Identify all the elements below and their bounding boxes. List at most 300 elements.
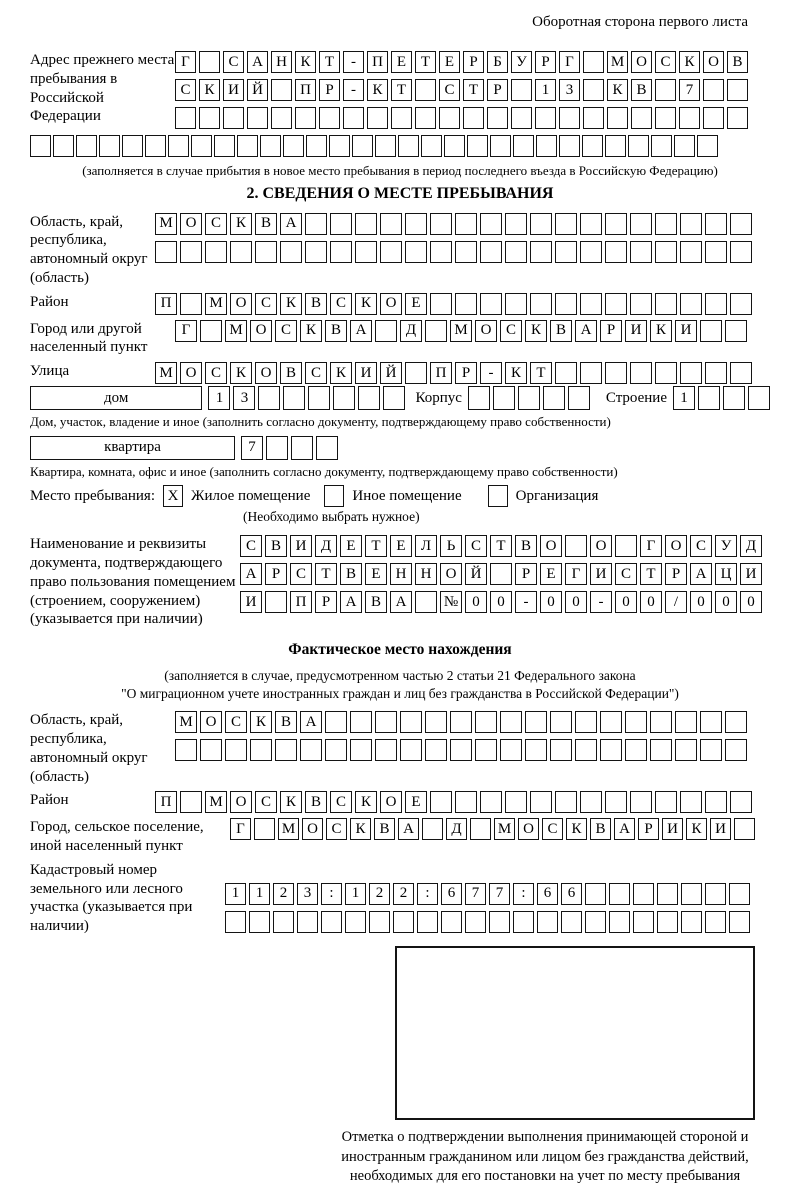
char-box[interactable] (480, 791, 502, 813)
char-box[interactable] (266, 436, 288, 460)
char-box[interactable] (655, 293, 677, 315)
char-box[interactable]: 0 (615, 591, 637, 613)
char-box[interactable] (705, 883, 726, 905)
char-box[interactable] (580, 293, 602, 315)
char-box[interactable] (605, 213, 627, 235)
char-box[interactable] (425, 320, 447, 342)
char-box[interactable]: О (631, 51, 652, 73)
char-box[interactable] (450, 711, 472, 733)
char-box[interactable] (405, 362, 427, 384)
char-box[interactable] (559, 107, 580, 129)
char-box[interactable]: Й (380, 362, 402, 384)
char-box[interactable]: О (665, 535, 687, 557)
char-box[interactable] (455, 241, 477, 263)
char-box[interactable]: В (374, 818, 395, 840)
char-box[interactable]: П (430, 362, 452, 384)
char-box[interactable]: В (305, 293, 327, 315)
char-box[interactable] (283, 386, 305, 410)
char-box[interactable]: О (475, 320, 497, 342)
char-box[interactable]: 0 (690, 591, 712, 613)
char-box[interactable]: Т (640, 563, 662, 585)
char-box[interactable] (355, 213, 377, 235)
char-box[interactable]: 0 (640, 591, 662, 613)
char-box[interactable] (555, 791, 577, 813)
char-box[interactable]: А (398, 818, 419, 840)
char-box[interactable] (275, 739, 297, 761)
char-box[interactable] (375, 320, 397, 342)
char-box[interactable] (30, 135, 51, 157)
char-box[interactable] (444, 135, 465, 157)
char-box[interactable]: А (300, 711, 322, 733)
char-box[interactable] (383, 386, 405, 410)
char-box[interactable]: Й (247, 79, 268, 101)
char-box[interactable]: 2 (273, 883, 294, 905)
char-box[interactable]: Р (315, 591, 337, 613)
char-box[interactable] (467, 135, 488, 157)
char-box[interactable] (305, 213, 327, 235)
char-box[interactable] (470, 818, 491, 840)
char-box[interactable] (199, 51, 220, 73)
char-box[interactable]: М (205, 791, 227, 813)
char-box[interactable]: Й (465, 563, 487, 585)
char-box[interactable]: И (662, 818, 683, 840)
char-box[interactable] (343, 107, 364, 129)
char-box[interactable] (441, 911, 462, 933)
char-box[interactable] (358, 386, 380, 410)
char-box[interactable]: М (155, 362, 177, 384)
char-box[interactable] (580, 213, 602, 235)
char-box[interactable]: В (280, 362, 302, 384)
char-box[interactable] (605, 362, 627, 384)
char-box[interactable]: Б (487, 51, 508, 73)
char-box[interactable] (425, 711, 447, 733)
char-box[interactable] (681, 911, 702, 933)
char-box[interactable] (405, 213, 427, 235)
char-box[interactable] (319, 107, 340, 129)
char-box[interactable]: С (205, 213, 227, 235)
char-box[interactable] (675, 739, 697, 761)
char-box[interactable]: К (199, 79, 220, 101)
char-box[interactable] (258, 386, 280, 410)
char-box[interactable] (380, 241, 402, 263)
char-box[interactable]: У (715, 535, 737, 557)
char-box[interactable] (700, 320, 722, 342)
char-box[interactable] (730, 791, 752, 813)
char-box[interactable] (680, 241, 702, 263)
char-box[interactable]: В (305, 791, 327, 813)
char-box[interactable]: К (280, 293, 302, 315)
char-box[interactable] (725, 711, 747, 733)
char-box[interactable]: Р (665, 563, 687, 585)
char-box[interactable] (400, 711, 422, 733)
char-box[interactable]: Т (365, 535, 387, 557)
char-box[interactable]: К (230, 213, 252, 235)
char-box[interactable] (273, 911, 294, 933)
char-box[interactable] (375, 711, 397, 733)
char-box[interactable]: Р (515, 563, 537, 585)
char-box[interactable]: И (710, 818, 731, 840)
char-box[interactable] (415, 107, 436, 129)
char-box[interactable] (300, 739, 322, 761)
char-box[interactable]: Н (390, 563, 412, 585)
char-box[interactable] (505, 213, 527, 235)
char-box[interactable]: В (325, 320, 347, 342)
char-box[interactable]: 0 (740, 591, 762, 613)
char-box[interactable] (415, 79, 436, 101)
char-box[interactable] (655, 362, 677, 384)
char-box[interactable]: А (614, 818, 635, 840)
char-box[interactable]: С (255, 791, 277, 813)
char-box[interactable]: Г (640, 535, 662, 557)
char-box[interactable] (600, 711, 622, 733)
char-box[interactable] (705, 241, 727, 263)
char-box[interactable] (575, 711, 597, 733)
char-box[interactable] (398, 135, 419, 157)
char-box[interactable] (200, 320, 222, 342)
char-box[interactable]: А (390, 591, 412, 613)
char-box[interactable]: К (330, 362, 352, 384)
char-box[interactable] (369, 911, 390, 933)
char-box[interactable] (487, 107, 508, 129)
char-box[interactable]: 1 (345, 883, 366, 905)
char-box[interactable]: - (480, 362, 502, 384)
char-box[interactable]: Е (340, 535, 362, 557)
char-box[interactable]: Т (530, 362, 552, 384)
char-box[interactable]: 3 (233, 386, 255, 410)
char-box[interactable]: Е (439, 51, 460, 73)
char-box[interactable] (655, 79, 676, 101)
char-box[interactable] (543, 386, 565, 410)
char-box[interactable]: К (295, 51, 316, 73)
char-box[interactable] (680, 293, 702, 315)
char-box[interactable]: К (367, 79, 388, 101)
char-box[interactable] (415, 591, 437, 613)
char-box[interactable] (536, 135, 557, 157)
char-box[interactable]: Д (446, 818, 467, 840)
char-box[interactable] (330, 213, 352, 235)
char-box[interactable] (513, 135, 534, 157)
char-box[interactable] (727, 107, 748, 129)
char-box[interactable] (605, 293, 627, 315)
char-box[interactable] (680, 791, 702, 813)
char-box[interactable]: И (290, 535, 312, 557)
char-box[interactable] (725, 320, 747, 342)
char-box[interactable] (265, 591, 287, 613)
char-box[interactable]: 1 (225, 883, 246, 905)
char-box[interactable]: К (280, 791, 302, 813)
char-box[interactable] (225, 911, 246, 933)
char-box[interactable]: С (175, 79, 196, 101)
char-box[interactable] (748, 386, 770, 410)
char-box[interactable] (585, 883, 606, 905)
char-box[interactable] (518, 386, 540, 410)
char-box[interactable] (205, 241, 227, 263)
char-box[interactable] (325, 739, 347, 761)
char-box[interactable]: С (542, 818, 563, 840)
char-box[interactable] (321, 911, 342, 933)
char-box[interactable]: М (607, 51, 628, 73)
char-box[interactable]: О (230, 293, 252, 315)
char-box[interactable]: Т (463, 79, 484, 101)
char-box[interactable]: 6 (537, 883, 558, 905)
char-box[interactable]: Р (463, 51, 484, 73)
char-box[interactable] (400, 739, 422, 761)
char-box[interactable]: Е (391, 51, 412, 73)
char-box[interactable]: О (180, 362, 202, 384)
char-box[interactable] (191, 135, 212, 157)
char-box[interactable] (430, 293, 452, 315)
char-box[interactable] (655, 791, 677, 813)
char-box[interactable] (260, 135, 281, 157)
char-box[interactable]: И (240, 591, 262, 613)
char-box[interactable] (505, 791, 527, 813)
char-box[interactable] (490, 135, 511, 157)
char-box[interactable]: А (340, 591, 362, 613)
char-box[interactable] (511, 79, 532, 101)
char-box[interactable]: К (650, 320, 672, 342)
char-box[interactable]: И (355, 362, 377, 384)
char-box[interactable] (650, 739, 672, 761)
char-box[interactable] (230, 241, 252, 263)
char-box[interactable] (525, 711, 547, 733)
char-box[interactable] (583, 79, 604, 101)
char-box[interactable] (505, 241, 527, 263)
char-box[interactable] (175, 107, 196, 129)
char-box[interactable]: С (290, 563, 312, 585)
char-box[interactable] (99, 135, 120, 157)
char-box[interactable] (655, 107, 676, 129)
char-box[interactable] (550, 739, 572, 761)
char-box[interactable]: С (330, 293, 352, 315)
char-box[interactable] (439, 107, 460, 129)
char-box[interactable] (249, 911, 270, 933)
char-box[interactable]: 3 (297, 883, 318, 905)
char-box[interactable] (325, 711, 347, 733)
char-box[interactable] (391, 107, 412, 129)
char-box[interactable] (421, 135, 442, 157)
char-box[interactable]: С (326, 818, 347, 840)
char-box[interactable] (489, 911, 510, 933)
char-box[interactable] (705, 791, 727, 813)
char-box[interactable]: Е (405, 791, 427, 813)
char-box[interactable]: Р (455, 362, 477, 384)
char-box[interactable]: Т (391, 79, 412, 101)
char-box[interactable]: О (380, 293, 402, 315)
char-box[interactable] (734, 818, 755, 840)
char-box[interactable]: В (340, 563, 362, 585)
char-box[interactable] (316, 436, 338, 460)
char-box[interactable] (628, 135, 649, 157)
char-box[interactable] (500, 711, 522, 733)
char-box[interactable]: В (275, 711, 297, 733)
char-box[interactable] (679, 107, 700, 129)
char-box[interactable]: Г (565, 563, 587, 585)
char-box[interactable] (674, 135, 695, 157)
char-box[interactable] (180, 293, 202, 315)
char-box[interactable] (525, 739, 547, 761)
char-box[interactable]: Г (230, 818, 251, 840)
char-box[interactable] (155, 241, 177, 263)
char-box[interactable] (530, 213, 552, 235)
char-box[interactable] (417, 911, 438, 933)
char-box[interactable] (430, 791, 452, 813)
char-box[interactable] (405, 241, 427, 263)
char-box[interactable]: К (566, 818, 587, 840)
char-box[interactable] (180, 241, 202, 263)
char-box[interactable] (530, 241, 552, 263)
char-box[interactable]: Д (400, 320, 422, 342)
char-box[interactable] (703, 79, 724, 101)
char-box[interactable] (199, 107, 220, 129)
char-box[interactable]: С (655, 51, 676, 73)
char-box[interactable] (455, 213, 477, 235)
char-box[interactable]: У (511, 51, 532, 73)
char-box[interactable] (375, 739, 397, 761)
char-box[interactable] (380, 213, 402, 235)
char-box[interactable]: М (494, 818, 515, 840)
char-box[interactable]: А (247, 51, 268, 73)
char-box[interactable] (657, 883, 678, 905)
char-box[interactable]: А (240, 563, 262, 585)
char-box[interactable] (550, 711, 572, 733)
char-box[interactable]: К (355, 791, 377, 813)
char-box[interactable] (681, 883, 702, 905)
char-box[interactable]: Е (540, 563, 562, 585)
char-box[interactable]: 7 (489, 883, 510, 905)
char-box[interactable] (305, 241, 327, 263)
char-box[interactable] (330, 241, 352, 263)
char-box[interactable]: Т (490, 535, 512, 557)
checkbox-organizatsiya[interactable] (488, 485, 508, 507)
char-box[interactable] (511, 107, 532, 129)
char-box[interactable]: К (230, 362, 252, 384)
char-box[interactable]: С (439, 79, 460, 101)
char-box[interactable]: 1 (208, 386, 230, 410)
char-box[interactable] (675, 711, 697, 733)
char-box[interactable] (271, 79, 292, 101)
char-box[interactable]: И (675, 320, 697, 342)
char-box[interactable] (180, 791, 202, 813)
char-box[interactable] (465, 911, 486, 933)
char-box[interactable] (625, 739, 647, 761)
char-box[interactable] (605, 791, 627, 813)
char-box[interactable]: П (155, 293, 177, 315)
char-box[interactable]: О (200, 711, 222, 733)
char-box[interactable] (500, 739, 522, 761)
char-box[interactable] (725, 739, 747, 761)
char-box[interactable]: 7 (465, 883, 486, 905)
char-box[interactable] (723, 386, 745, 410)
char-box[interactable]: 2 (393, 883, 414, 905)
char-box[interactable]: Л (415, 535, 437, 557)
char-box[interactable]: С (205, 362, 227, 384)
char-box[interactable]: И (740, 563, 762, 585)
char-box[interactable] (730, 241, 752, 263)
char-box[interactable]: М (205, 293, 227, 315)
char-box[interactable]: И (625, 320, 647, 342)
char-box[interactable] (697, 135, 718, 157)
char-box[interactable]: М (225, 320, 247, 342)
char-box[interactable] (505, 293, 527, 315)
char-box[interactable] (585, 911, 606, 933)
char-box[interactable]: : (321, 883, 342, 905)
char-box[interactable] (700, 739, 722, 761)
char-box[interactable]: К (679, 51, 700, 73)
char-box[interactable] (630, 791, 652, 813)
char-box[interactable]: Р (535, 51, 556, 73)
char-box[interactable] (605, 135, 626, 157)
char-box[interactable] (580, 241, 602, 263)
char-box[interactable]: К (505, 362, 527, 384)
char-box[interactable] (53, 135, 74, 157)
char-box[interactable] (559, 135, 580, 157)
char-box[interactable]: С (465, 535, 487, 557)
char-box[interactable] (730, 213, 752, 235)
char-box[interactable] (580, 362, 602, 384)
char-box[interactable]: С (225, 711, 247, 733)
char-box[interactable] (565, 535, 587, 557)
char-box[interactable]: П (367, 51, 388, 73)
char-box[interactable]: 7 (679, 79, 700, 101)
char-box[interactable]: - (515, 591, 537, 613)
char-box[interactable]: О (180, 213, 202, 235)
char-box[interactable]: В (550, 320, 572, 342)
char-box[interactable] (655, 241, 677, 263)
char-box[interactable]: О (255, 362, 277, 384)
char-box[interactable] (255, 241, 277, 263)
char-box[interactable]: С (305, 362, 327, 384)
char-box[interactable]: М (175, 711, 197, 733)
char-box[interactable] (583, 107, 604, 129)
char-box[interactable]: П (155, 791, 177, 813)
char-box[interactable] (633, 911, 654, 933)
char-box[interactable]: В (265, 535, 287, 557)
char-box[interactable] (680, 213, 702, 235)
char-box[interactable] (308, 386, 330, 410)
char-box[interactable] (280, 241, 302, 263)
char-box[interactable] (175, 739, 197, 761)
char-box[interactable]: : (513, 883, 534, 905)
char-box[interactable]: К (300, 320, 322, 342)
char-box[interactable] (609, 911, 630, 933)
char-box[interactable]: Р (319, 79, 340, 101)
checkbox-zhiloe-pomeshchenie[interactable]: X (163, 485, 183, 507)
char-box[interactable] (580, 791, 602, 813)
char-box[interactable] (555, 362, 577, 384)
char-box[interactable] (145, 135, 166, 157)
dom-box[interactable]: дом (30, 386, 202, 410)
char-box[interactable] (730, 293, 752, 315)
char-box[interactable] (223, 107, 244, 129)
char-box[interactable]: С (690, 535, 712, 557)
char-box[interactable] (630, 293, 652, 315)
char-box[interactable] (345, 911, 366, 933)
char-box[interactable] (490, 563, 512, 585)
char-box[interactable]: О (703, 51, 724, 73)
char-box[interactable]: Р (487, 79, 508, 101)
char-box[interactable]: 1 (249, 883, 270, 905)
char-box[interactable]: С (275, 320, 297, 342)
char-box[interactable]: 1 (673, 386, 695, 410)
char-box[interactable] (333, 386, 355, 410)
char-box[interactable]: 2 (369, 883, 390, 905)
char-box[interactable]: С (240, 535, 262, 557)
char-box[interactable]: П (290, 591, 312, 613)
char-box[interactable]: 0 (540, 591, 562, 613)
char-box[interactable] (729, 911, 750, 933)
char-box[interactable]: Е (365, 563, 387, 585)
char-box[interactable]: О (440, 563, 462, 585)
